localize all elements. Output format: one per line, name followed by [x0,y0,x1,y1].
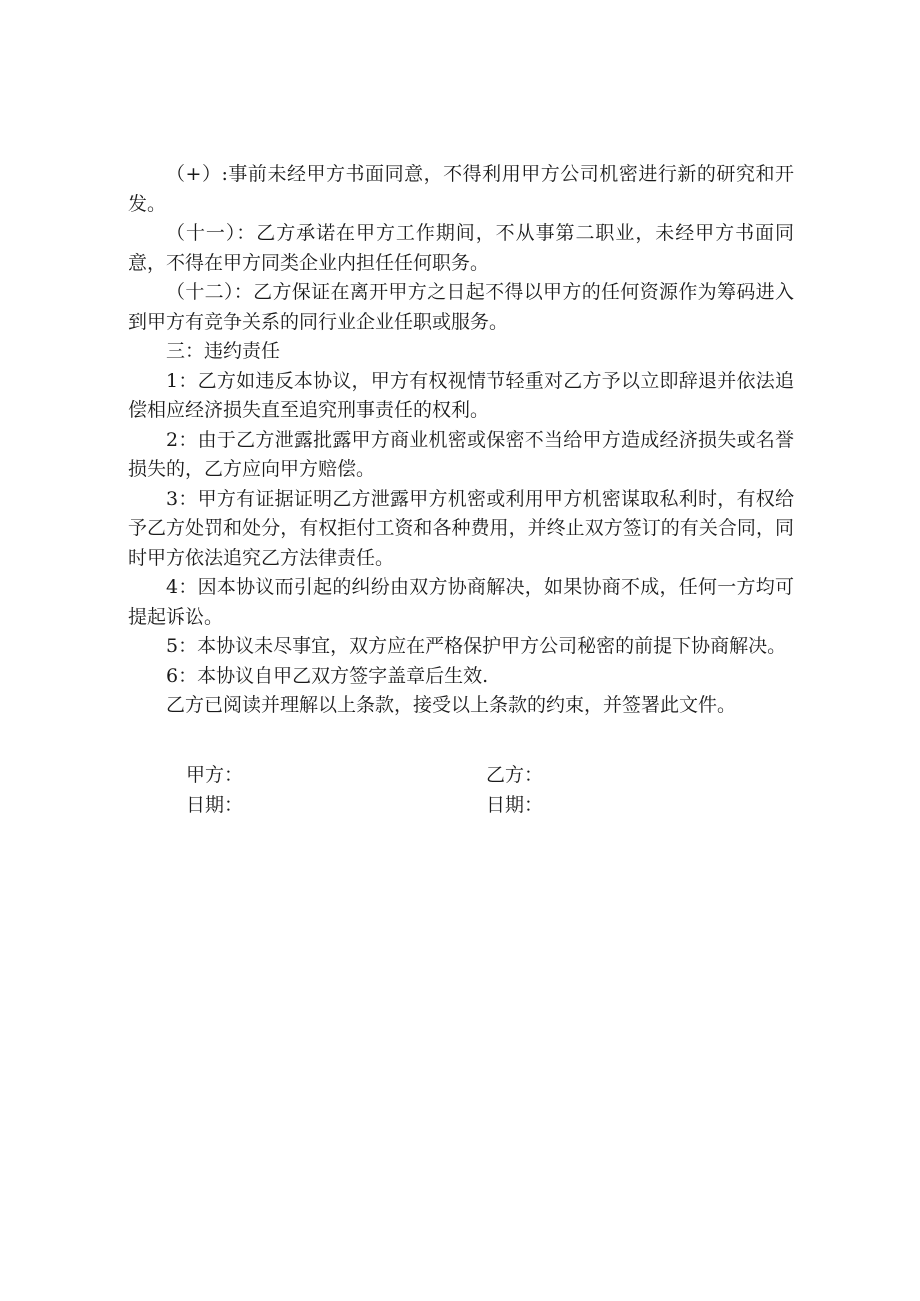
liability-item-4: 4：因本协议而引起的纠纷由双方协商解决，如果协商不成，任何一方均可提起诉讼。 [128,576,794,628]
signature-date-row [186,790,786,820]
liability-item-3: 3：甲方有证据证明乙方泄露甲方机密或利用甲方机密谋取私利时，有权给予乙方处罚和处分，有权拒付工资和各种费用，并终止双方签订的有关合同，同时甲方依法追究乙方法律责任。 [128,487,794,569]
liability-item-1: 1：乙方如违反本协议，甲方有权视情节轻重对乙方予以立即辞退并依法追偿相应经济损失直至追究刑事责任的权利。 [128,369,794,421]
clause-10: （+）:事前未经甲方书面同意，不得利用甲方公司机密进行新的研究和开发。 [128,163,794,215]
section-heading-breach-liability: 三：违约责任 [166,340,281,362]
party-a-signature-label: 甲方： [186,764,244,786]
liability-item-6: 6：本协议自甲乙双方签字盖章后生效. [166,664,489,687]
clause-11: （十一）：乙方承诺在甲方工作期间，不从事第二职业，未经甲方书面同意，不得在甲方同类企业内担任任何职务。 [128,222,794,274]
signature-party-row [186,760,786,790]
document-body [128,160,794,721]
party-a-date-label: 日期： [186,794,244,816]
clause-12: （十二）：乙方保证在离开甲方之日起不得以甲方的任何资源作为筹码进入到甲方有竞争关系的同行业企业任职或服务。 [128,281,794,333]
signature-block [186,760,786,820]
liability-item-5: 5：本协议未尽事宜，双方应在严格保护甲方公司秘密的前提下协商解决。 [166,635,787,657]
liability-item-2: 2：由于乙方泄露批露甲方商业机密或保密不当给甲方造成经济损失或名誉损失的，乙方应向甲方赔偿。 [128,428,794,480]
acknowledgement-statement: 乙方已阅读并理解以上条款，接受以上条款的约束，并签署此文件。 [166,694,737,716]
party-b-signature-label: 乙方： [486,764,544,786]
party-b-date-label: 日期： [486,794,544,816]
